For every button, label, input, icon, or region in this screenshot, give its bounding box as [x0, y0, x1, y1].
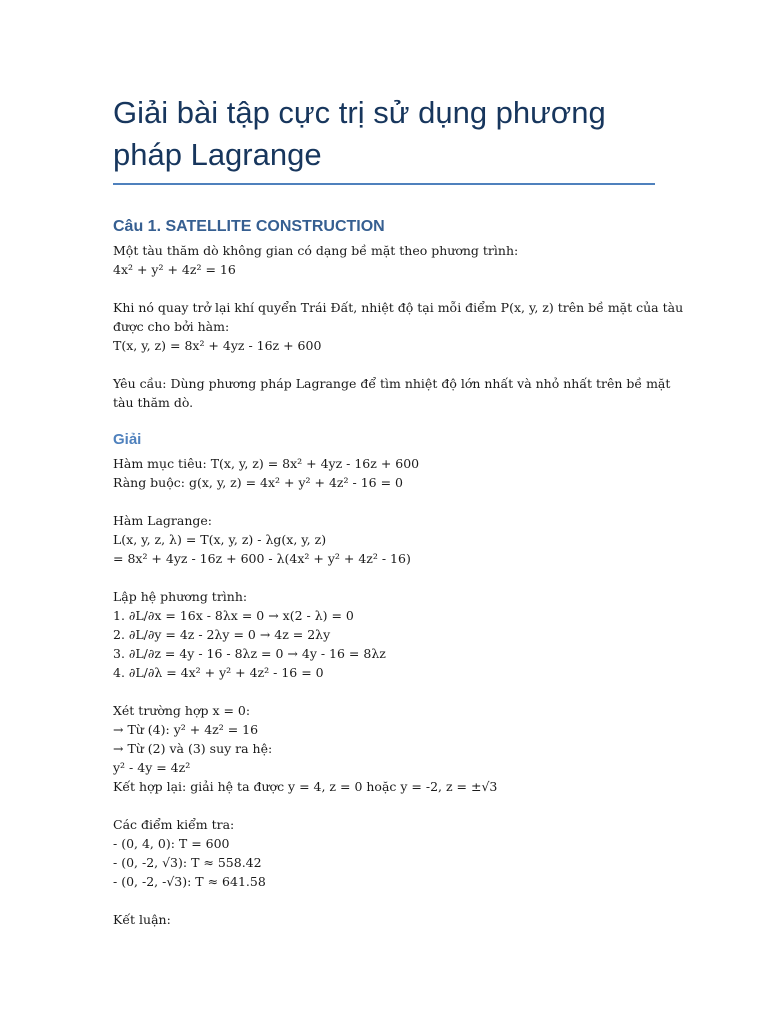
case-line: Kết hợp lại: giải hệ ta được y = 4, z = 0 hoặc y = -2, z = ±√3	[113, 779, 498, 794]
spacer	[113, 492, 655, 511]
spacer	[113, 355, 655, 374]
lagrange-label: Hàm Lagrange:	[113, 513, 213, 528]
constraint-function: Ràng buộc: g(x, y, z) = 4x² + y² + 4z² - 16 = 0	[113, 475, 403, 490]
lagrange-expanded: = 8x² + 4yz - 16z + 600 - λ(4x² + y² + 4z² - 16)	[113, 551, 411, 566]
temperature-function: T(x, y, z) = 8x² + 4yz - 16z + 600	[113, 338, 322, 353]
task-text-line-1: Yêu cầu: Dùng phương pháp Lagrange để tìm nhiệt độ lớn nhất và nhỏ nhất trên bề mặt	[113, 376, 671, 391]
temperature-text-line-1: Khi nó quay trở lại khí quyển Trái Đất, nhiệt độ tại mỗi điểm P(x, y, z) trên bề mặt của tàu	[113, 300, 684, 315]
case-line: → Từ (4): y² + 4z² = 16	[113, 722, 259, 737]
title-line-1: Giải bài tập cực trị sử dụng phương	[113, 95, 606, 130]
title-line-2: pháp Lagrange	[113, 137, 322, 172]
objective-function: Hàm mục tiêu: T(x, y, z) = 8x² + 4yz - 16z + 600	[113, 456, 420, 471]
task-text-line-2: tàu thăm dò.	[113, 395, 194, 410]
system-equation: 2. ∂L/∂y = 4z - 2λy = 0 → 4z = 2λy	[113, 627, 331, 642]
surface-equation: 4x² + y² + 4z² = 16	[113, 262, 236, 277]
check-label: Các điểm kiểm tra:	[113, 817, 235, 832]
intro-text: Một tàu thăm dò không gian có dạng bề mặt theo phương trình:	[113, 243, 519, 258]
system-equation: 1. ∂L/∂x = 16x - 8λx = 0 → x(2 - λ) = 0	[113, 608, 354, 623]
temperature-text-line-2: được cho bởi hàm:	[113, 319, 230, 334]
system-equation: 4. ∂L/∂λ = 4x² + y² + 4z² - 16 = 0	[113, 665, 324, 680]
spacer	[113, 279, 655, 298]
document-title	[113, 92, 655, 176]
case-line: y² - 4y = 4z²	[113, 760, 191, 775]
spacer	[113, 796, 655, 815]
system-equation: 3. ∂L/∂z = 4y - 16 - 8λz = 0 → 4y - 16 = 8λz	[113, 646, 386, 661]
spacer	[113, 568, 655, 587]
check-point: - (0, -2, √3): T ≈ 558.42	[113, 855, 262, 870]
spacer	[113, 891, 655, 910]
check-point: - (0, 4, 0): T = 600	[113, 836, 230, 851]
solution-heading: Giải	[113, 431, 142, 448]
system-label: Lập hệ phương trình:	[113, 589, 248, 604]
check-point: - (0, -2, -√3): T ≈ 641.58	[113, 874, 266, 889]
conclusion-label: Kết luận:	[113, 912, 171, 927]
spacer	[113, 682, 655, 701]
case-line: → Từ (2) và (3) suy ra hệ:	[113, 741, 273, 756]
case-label: Xét trường hợp x = 0:	[113, 703, 251, 718]
title-underline	[113, 183, 655, 185]
lagrange-definition: L(x, y, z, λ) = T(x, y, z) - λg(x, y, z)	[113, 532, 327, 547]
section-heading: Câu 1. SATELLITE CONSTRUCTION	[113, 218, 385, 235]
